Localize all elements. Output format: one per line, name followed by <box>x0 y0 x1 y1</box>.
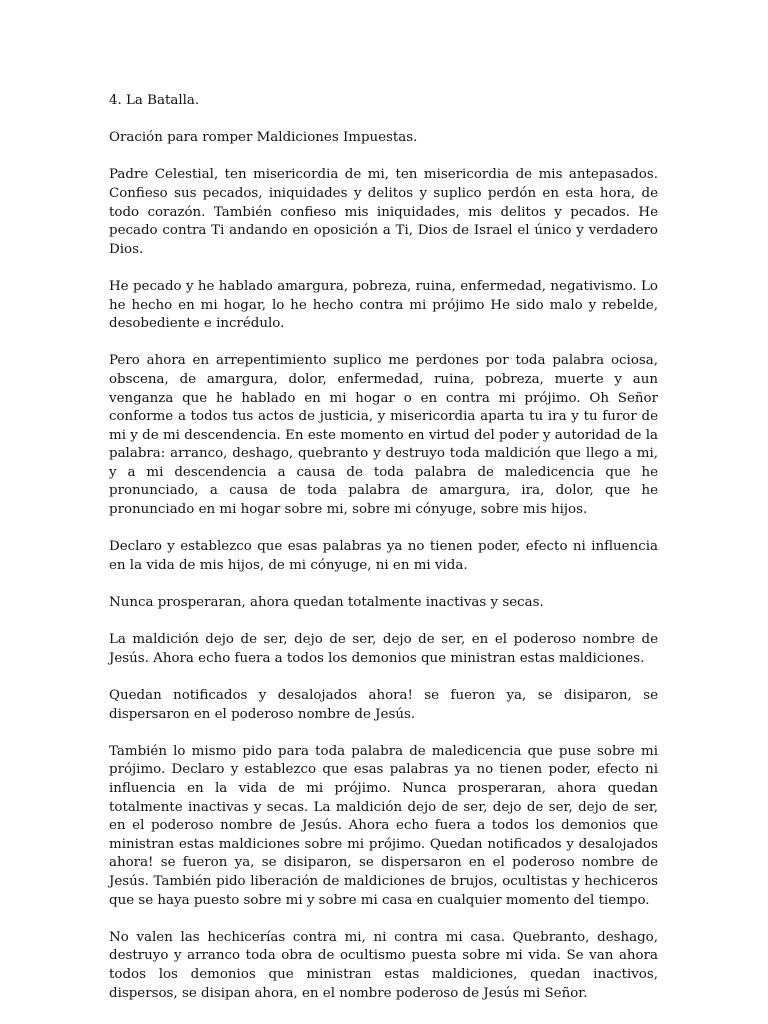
section-heading: 4. La Batalla. <box>109 93 200 108</box>
paragraph-3: Pero ahora en arrepentimiento suplico me perdones por toda palabra ociosa, obscena, de amargura, dolor, enfermedad, ruina, pobreza, muerte y aun venganza que he hablado en mi hogar o en contra mi prójimo. Oh Señor conforme a todos tus actos de justicia, y misericordia aparta tu ira y tu furor de mi y de mi descendencia. En este momento en virtud del poder y autoridad de la palabra: arranco, deshago, quebranto y destruyo toda maldición que llego a mi, y a mi descendencia a causa de toda palabra de maledicencia que he pronunciado, a causa de toda palabra de amargura, ira, dolor, que he pronunciado en mi hogar sobre mi, sobre mi cónyuge, sobre mis hijos. <box>109 353 658 518</box>
paragraph-5: Nunca prosperaran, ahora quedan totalmente inactivas y secas. <box>109 595 544 611</box>
paragraph-7: Quedan notificados y desalojados ahora! se fueron ya, se disiparon, se dispersaron en el poderoso nombre de Jesús. <box>109 688 658 722</box>
paragraph-9: No valen las hechicerías contra mi, ni contra mi casa. Quebranto, deshago, destruyo y arranco toda obra de ocultismo puesta sobre mi vida. Se van ahora todos los demonios que ministran estas maldiciones, quedan inactivos, dispersos, se disipan ahora, en el nombre poderoso de Jesús mi Señor. <box>109 929 658 1001</box>
prayer-title: Oración para romper Maldiciones Impuestas. <box>109 130 418 146</box>
paragraph-2: He pecado y he hablado amargura, pobreza, ruina, enfermedad, negativismo. Lo he hecho en mi hogar, lo he hecho contra mi prójimo He sido malo y rebelde, desobediente e incrédulo. <box>109 278 658 332</box>
paragraph-1: Padre Celestial, ten misericordia de mi, ten misericordia de mis antepasados. Confieso sus pecados, iniquidades y delitos y suplico perdón en esta hora, de todo corazón. También confieso mis iniquidades, mis delitos y pecados. He pecado contra Ti andando en oposición a Ti, Dios de Israel el único y verdadero Dios. <box>109 167 658 257</box>
document-page <box>109 92 658 1022</box>
paragraph-4: Declaro y establezco que esas palabras ya no tienen poder, efecto ni influencia en la vida de mis hijos, de mi cónyuge, ni en mi vida. <box>109 539 658 573</box>
paragraph-8: También lo mismo pido para toda palabra de maledicencia que puse sobre mi prójimo. Declaro y establezco que esas palabras ya no tienen poder, efecto ni influencia en la vida de mi prójimo. Nunca prosperaran, ahora quedan totalmente inactivas y secas. La maldición dejo de ser, dejo de ser, dejo de ser, en el poderoso nombre de Jesús. Ahora echo fuera a todos los demonios que ministran estas maldiciones sobre mi prójimo. Quedan notificados y desalojados ahora! se fueron ya, se disiparon, se dispersaron en el poderoso nombre de Jesús. También pido liberación de maldiciones de brujos, ocultistas y hechiceros que se haya puesto sobre mi y sobre mi casa en cualquier momento del tiempo. <box>109 743 658 908</box>
paragraph-6: La maldición dejo de ser, dejo de ser, dejo de ser, en el poderoso nombre de Jesús. Ahora echo fuera a todos los demonios que ministran estas maldiciones. <box>109 632 658 666</box>
